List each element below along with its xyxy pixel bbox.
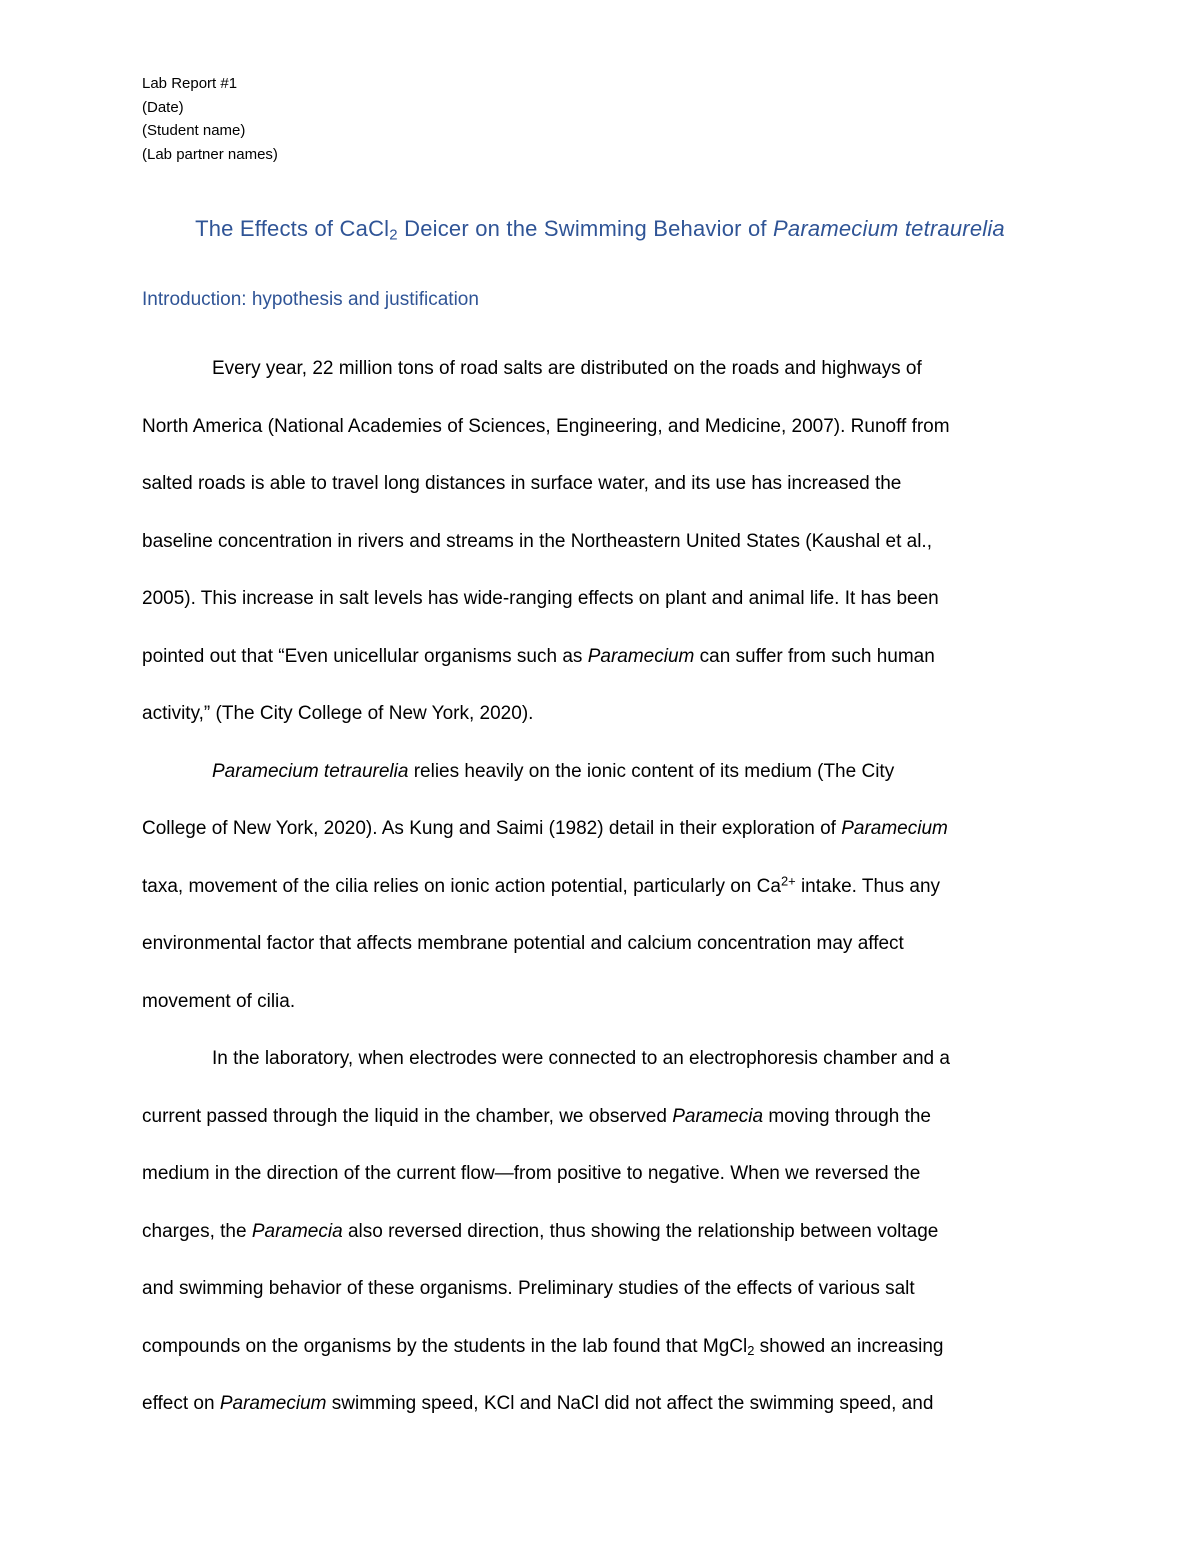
paragraph-2-line: movement of cilia.: [142, 990, 296, 1012]
subscript-number: 2: [747, 1342, 755, 1358]
text-run: moving through the: [763, 1105, 931, 1127]
report-header: [142, 72, 278, 166]
text-run: swimming speed, KCl and NaCl did not affect the swimming speed, and: [326, 1393, 934, 1414]
text-run: current passed through the liquid in the chamber, we observed: [142, 1105, 673, 1127]
paragraph-3-line: medium in the direction of the current flow—from positive to negative. When we reversed the: [142, 1163, 921, 1184]
lab-partners-placeholder: (Lab partner names): [142, 145, 278, 163]
section-heading-introduction: Introduction: hypothesis and justification: [142, 289, 479, 310]
paragraph-3-line: [142, 1375, 1062, 1433]
superscript-charge: 2+: [780, 873, 796, 889]
paragraph-1-line: baseline concentration in rivers and streams in the Northeastern United States (Kaushal et al.,: [142, 530, 932, 552]
date-placeholder: (Date): [142, 98, 184, 116]
title-text-middle: Deicer on the Swimming Behavior of: [397, 216, 774, 241]
text-run: charges, the: [142, 1220, 252, 1242]
italic-term: Paramecium: [219, 1393, 327, 1414]
text-run: effect on: [142, 1393, 220, 1414]
italic-term: Paramecia: [251, 1220, 343, 1242]
italic-term: Paramecium tetraurelia: [212, 760, 409, 782]
title-species-name: Paramecium tetraurelia: [773, 216, 1005, 241]
document-title: [0, 216, 1200, 242]
text-run: relies heavily on the ionic content of its medium (The City: [408, 760, 895, 782]
text-run: pointed out that “Even unicellular organisms such as: [142, 645, 588, 667]
paragraph-3-line: [142, 1203, 1062, 1261]
paragraph-2-line: [142, 743, 1062, 801]
paragraph-2-line: [142, 858, 1062, 916]
body-text: [142, 340, 1062, 1433]
text-run: compounds on the organisms by the students in the lab found that MgCl: [142, 1335, 748, 1357]
paragraph-1-line: activity,” (The City College of New York, 2020).: [142, 703, 534, 724]
text-run: taxa, movement of the cilia relies on ionic action potential, particularly on Ca: [142, 875, 781, 897]
paragraph-2-line: [142, 800, 1062, 858]
title-subscript: 2: [389, 226, 398, 244]
title-text-start: The Effects of CaCl: [195, 216, 390, 241]
paragraph-1-line: 2005). This increase in salt levels has wide-ranging effects on plant and animal life. It has been: [142, 588, 939, 609]
text-run: showed an increasing: [754, 1335, 944, 1357]
paragraph-3-line: [142, 1318, 1062, 1376]
italic-term: Paramecium: [841, 818, 948, 839]
paragraph-1-line: [142, 628, 1062, 686]
paragraph-1-line: Every year, 22 million tons of road salts are distributed on the roads and highways of: [212, 358, 922, 379]
student-name-placeholder: (Student name): [142, 122, 246, 139]
text-run: intake. Thus any: [795, 875, 941, 897]
paragraph-1-line: North America (National Academies of Sciences, Engineering, and Medicine, 2007). Runoff from: [142, 415, 950, 437]
text-run: can suffer from such human: [694, 645, 935, 667]
paragraph-3-line: In the laboratory, when electrodes were connected to an electrophoresis chamber and a: [212, 1048, 950, 1069]
report-number: Lab Report #1: [142, 75, 238, 92]
paragraph-2-line: environmental factor that affects membrane potential and calcium concentration may affect: [142, 933, 904, 954]
text-run: also reversed direction, thus showing the relationship between voltage: [342, 1220, 939, 1242]
italic-term: Paramecium: [587, 645, 695, 667]
text-run: College of New York, 2020). As Kung and Saimi (1982) detail in their exploration of: [142, 818, 842, 839]
italic-term: Paramecia: [672, 1105, 764, 1127]
paragraph-1-line: salted roads is able to travel long distances in surface water, and its use has increased the: [142, 473, 902, 494]
paragraph-3-line: [142, 1088, 1062, 1146]
paragraph-3-line: and swimming behavior of these organisms. Preliminary studies of the effects of various salt: [142, 1278, 915, 1299]
